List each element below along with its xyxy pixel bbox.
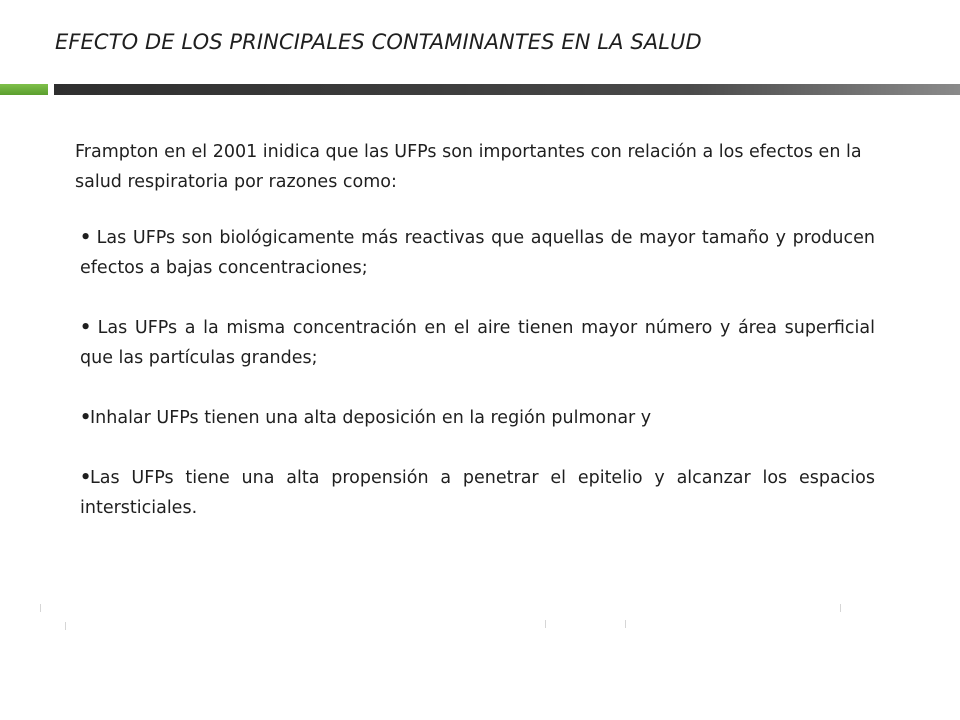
bullet-dot-icon: •	[80, 228, 92, 248]
artifact-mark	[545, 620, 546, 628]
artifact-mark	[625, 620, 626, 628]
bullet-dot-icon: •	[80, 408, 92, 428]
slide-title: EFECTO DE LOS PRINCIPALES CONTAMINANTES EN LA SALUD	[55, 30, 702, 54]
artifact-mark	[40, 604, 41, 612]
title-divider-bar	[0, 84, 960, 95]
dark-bar-segment	[54, 84, 960, 95]
bullet-item	[80, 403, 875, 433]
bullet-text: Inhalar UFPs tienen una alta deposición en la región pulmonar y	[90, 408, 652, 428]
intro-paragraph: Frampton en el 2001 inidica que las UFPs son importantes con relación a los efectos en la salud respiratoria por razones como:	[75, 142, 862, 192]
bullet-text: Las UFPs son biológicamente más reactivas que aquellas de mayor tamaño y producen efectos a bajas concentraciones;	[80, 228, 875, 278]
footer-artifacts	[40, 604, 920, 628]
bullet-item	[80, 313, 875, 373]
artifact-mark	[65, 622, 66, 630]
bullet-dot-icon: •	[80, 318, 92, 338]
artifact-mark	[840, 604, 841, 612]
bullet-item	[80, 463, 875, 523]
bullet-dot-icon: •	[80, 468, 92, 488]
bullet-item	[80, 223, 875, 283]
bullet-list	[80, 223, 875, 553]
accent-green-segment	[0, 84, 48, 95]
bullet-text: Las UFPs a la misma concentración en el aire tienen mayor número y área superficial que las partículas grandes;	[80, 318, 875, 368]
bullet-text: Las UFPs tiene una alta propensión a penetrar el epitelio y alcanzar los espacios intersticiales.	[80, 468, 875, 518]
